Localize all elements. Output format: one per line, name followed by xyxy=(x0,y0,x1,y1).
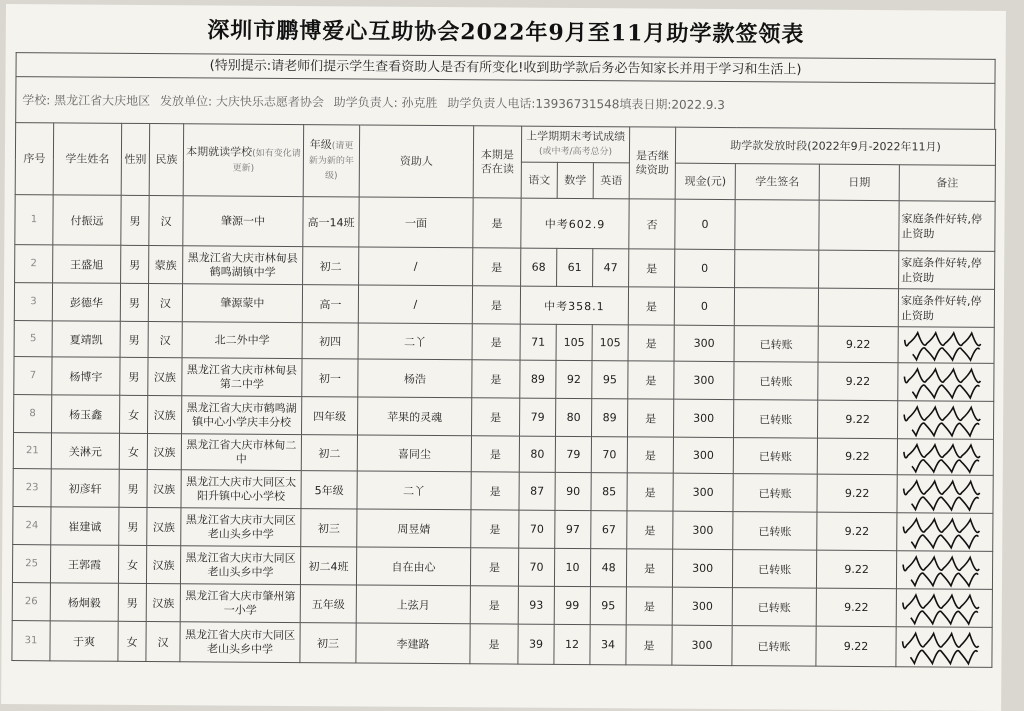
cell-remark: 家庭条件好转,停止资助 xyxy=(899,201,995,252)
cell-english: 105 xyxy=(592,325,628,361)
cell-math: 61 xyxy=(557,248,593,286)
cell-sponsor: 二丫 xyxy=(358,323,472,360)
cell-enrolled: 是 xyxy=(470,624,518,664)
cell-continue: 否 xyxy=(629,199,675,249)
cell-school: 黑龙江省大庆市大同区老山头乡中学 xyxy=(180,622,300,663)
cell-grade: 高一14班 xyxy=(303,197,359,247)
header-exam xyxy=(521,126,629,163)
cell-gender: 男 xyxy=(120,357,148,395)
cell-signature-status xyxy=(735,200,819,251)
cell-ethnicity: 汉族 xyxy=(148,395,182,433)
cell-enrolled: 是 xyxy=(472,286,520,324)
header-sponsor: 资助人 xyxy=(359,125,473,198)
cell-signature-status: 已转账 xyxy=(733,512,817,551)
special-notice: (特别提示:请老师们提示学生查看资助人是否有所变化!收到助学款后务必告知家长并用于学习和生活上) xyxy=(15,52,995,84)
form-title: 深圳市鹏博爱心互助协会2022年9月至11月助学款签领表 xyxy=(207,17,805,48)
cell-school: 黑龙江省大庆市大同区老山头乡中学 xyxy=(181,508,301,547)
cell-date: 9.22 xyxy=(818,326,898,363)
cell-signature-status: 已转账 xyxy=(734,362,818,401)
cell-english: 67 xyxy=(591,511,627,549)
cell-ethnicity: 汉 xyxy=(148,284,182,322)
cell-gender: 男 xyxy=(120,283,148,321)
cell-date: 9.22 xyxy=(818,362,898,401)
cell-cash: 300 xyxy=(673,511,733,549)
cell-name: 初彦轩 xyxy=(51,469,119,507)
cell-remark xyxy=(896,551,992,590)
cell-index: 21 xyxy=(13,433,51,469)
cell-chinese: 68 xyxy=(521,248,557,286)
cell-date xyxy=(819,250,899,289)
cell-gender: 女 xyxy=(118,545,146,583)
cell-date xyxy=(818,288,898,327)
cell-cash: 0 xyxy=(675,199,735,249)
header-continue: 是否继续资助 xyxy=(629,127,676,199)
header-cash: 现金(元) xyxy=(675,163,735,199)
cell-cash: 0 xyxy=(674,287,734,325)
cell-english: 70 xyxy=(591,437,627,473)
cell-gender: 女 xyxy=(118,621,146,661)
cell-cash: 300 xyxy=(672,625,732,665)
cell-enrolled: 是 xyxy=(472,360,520,398)
cell-sponsor: / xyxy=(359,247,473,286)
cell-continue: 是 xyxy=(627,511,673,549)
cell-remark: 家庭条件好转,停止资助 xyxy=(898,289,994,328)
handwritten-signature xyxy=(897,589,993,627)
cell-math: 10 xyxy=(554,548,590,586)
cell-enrolled: 是 xyxy=(473,248,521,286)
handwritten-signature xyxy=(898,439,994,475)
cell-index: 25 xyxy=(12,545,50,583)
cell-chinese: 93 xyxy=(518,586,554,624)
cell-name: 王盛旭 xyxy=(53,245,121,283)
cell-remark xyxy=(898,327,994,364)
cell-cash: 300 xyxy=(674,325,734,361)
cell-grade: 初二4班 xyxy=(300,547,356,585)
cell-name: 杨玉鑫 xyxy=(52,395,120,433)
cell-signature-status: 已转账 xyxy=(732,626,816,667)
cell-sponsor: 自在由心 xyxy=(356,547,470,586)
cell-gender: 男 xyxy=(118,583,146,621)
info-phone-date: 助学负责人电话:13936731548填表日期:2022.9.3 xyxy=(447,96,725,113)
cell-signature-status: 已转账 xyxy=(732,550,816,589)
cell-sponsor: 杨浩 xyxy=(358,359,472,398)
cell-enrolled: 是 xyxy=(471,472,519,510)
cell-ethnicity: 蒙族 xyxy=(149,246,183,284)
cell-ethnicity: 汉族 xyxy=(147,433,181,469)
cell-signature-status xyxy=(735,250,819,289)
header-chinese: 语文 xyxy=(521,162,557,198)
cell-math: 90 xyxy=(555,472,591,510)
handwritten-signature xyxy=(899,327,995,363)
cell-english: 85 xyxy=(591,473,627,511)
cell-signature-status: 已转账 xyxy=(733,438,817,475)
cell-continue: 是 xyxy=(626,587,672,625)
info-school: 学校: 黑龙江省大庆地区 xyxy=(22,93,151,109)
header-exam-note: (或中考/高考总分) xyxy=(538,146,613,158)
cell-exam-total: 中考358.1 xyxy=(520,286,628,325)
form-sheet xyxy=(1,4,1006,711)
cell-continue: 是 xyxy=(627,473,673,511)
info-bar xyxy=(15,76,995,129)
table-row xyxy=(15,195,995,252)
cell-date: 9.22 xyxy=(817,512,897,551)
cell-signature-status: 已转账 xyxy=(732,588,816,627)
cell-grade: 5年级 xyxy=(301,471,357,509)
cell-name: 彭德华 xyxy=(52,283,120,321)
cell-english: 34 xyxy=(590,625,626,665)
cell-cash: 300 xyxy=(673,437,733,473)
cell-remark xyxy=(896,589,992,628)
cell-chinese: 87 xyxy=(519,472,555,510)
cell-name: 付振远 xyxy=(53,195,121,245)
cell-signature-status: 已转账 xyxy=(734,326,818,363)
cell-ethnicity: 汉族 xyxy=(146,583,180,621)
cell-name: 于爽 xyxy=(50,621,118,661)
cell-continue: 是 xyxy=(626,549,672,587)
cell-continue: 是 xyxy=(626,625,672,665)
cell-continue: 是 xyxy=(628,361,674,399)
cell-cash: 300 xyxy=(673,473,733,511)
cell-english: 47 xyxy=(593,249,629,287)
cell-school: 北二外中学 xyxy=(182,322,302,359)
cell-remark xyxy=(897,439,993,476)
cell-enrolled: 是 xyxy=(470,586,518,624)
cell-index: 5 xyxy=(14,321,52,357)
cell-sponsor: 周昱婧 xyxy=(357,509,471,548)
cell-continue: 是 xyxy=(627,437,673,473)
cell-date xyxy=(819,200,899,251)
cell-index: 8 xyxy=(14,395,52,433)
cell-continue: 是 xyxy=(628,287,674,325)
cell-sponsor: / xyxy=(358,285,472,324)
cell-ethnicity: 汉族 xyxy=(147,507,181,545)
header-ethnicity: 民族 xyxy=(149,124,184,196)
cell-grade: 五年级 xyxy=(300,585,356,623)
cell-school: 黑龙江省大庆市大同区老山头乡中学 xyxy=(180,546,300,585)
cell-chinese: 71 xyxy=(520,324,556,360)
cell-enrolled: 是 xyxy=(471,436,519,472)
table-row xyxy=(12,621,992,668)
cell-sponsor: 李建路 xyxy=(356,623,470,664)
header-signature: 学生签名 xyxy=(735,164,819,201)
cell-math: 92 xyxy=(556,360,592,398)
header-gender: 性别 xyxy=(121,123,150,195)
cell-enrolled: 是 xyxy=(471,398,519,436)
header-grade-label: 年级 xyxy=(309,138,332,152)
info-manager: 助学负责人: 孙克胜 xyxy=(333,95,438,111)
cell-chinese: 80 xyxy=(519,436,555,472)
cell-continue: 是 xyxy=(628,325,674,361)
cell-name: 杨博宇 xyxy=(52,357,120,395)
cell-cash: 300 xyxy=(672,549,732,587)
cell-continue: 是 xyxy=(628,399,674,437)
header-name: 学生姓名 xyxy=(53,123,122,195)
cell-remark xyxy=(897,513,993,552)
cell-grade: 初一 xyxy=(302,359,358,397)
cell-gender: 男 xyxy=(119,469,147,507)
cell-index: 1 xyxy=(15,195,53,245)
cell-remark xyxy=(896,627,992,668)
cell-enrolled: 是 xyxy=(470,548,518,586)
cell-ethnicity: 汉族 xyxy=(146,545,180,583)
cell-index: 24 xyxy=(13,507,51,545)
cell-gender: 女 xyxy=(120,395,148,433)
cell-math: 80 xyxy=(555,398,591,436)
cell-school: 肇源蒙中 xyxy=(182,284,302,323)
header-exam-label: 上学期期末考试成绩 xyxy=(526,129,626,144)
cell-gender: 男 xyxy=(121,195,149,245)
table-body xyxy=(12,195,995,668)
cell-remark xyxy=(898,401,994,440)
cell-gender: 女 xyxy=(119,433,147,469)
header-grade-note: (请更新为新的年级) xyxy=(308,141,354,182)
cell-school: 黑龙江省大庆市鹤鸣湖镇中心小学庆丰分校 xyxy=(182,396,302,435)
cell-index: 23 xyxy=(13,469,51,507)
cell-date: 9.22 xyxy=(816,588,896,627)
header-index: 序号 xyxy=(15,123,54,195)
handwritten-signature xyxy=(898,363,994,401)
header-grade xyxy=(303,125,360,197)
cell-name: 夏靖凯 xyxy=(52,321,120,357)
cell-cash: 300 xyxy=(672,587,732,625)
cell-sponsor: 上弦月 xyxy=(356,585,470,624)
cell-name: 崔建诚 xyxy=(51,507,119,545)
cell-signature-status: 已转账 xyxy=(734,400,818,439)
handwritten-signature xyxy=(898,401,994,439)
header-school xyxy=(183,124,303,197)
cell-school: 黑龙江大庆市大同区太阳升镇中心小学校 xyxy=(181,470,301,509)
cell-ethnicity: 汉 xyxy=(149,196,183,246)
cell-remark xyxy=(898,363,994,402)
cell-ethnicity: 汉族 xyxy=(147,469,181,507)
cell-english: 95 xyxy=(592,361,628,399)
cell-cash: 300 xyxy=(674,361,734,399)
handwritten-signature xyxy=(897,475,993,513)
handwritten-signature xyxy=(897,513,993,551)
cell-enrolled: 是 xyxy=(473,198,521,248)
cell-school: 黑龙江省大庆市肇州第一小学 xyxy=(180,584,300,623)
cell-remark: 家庭条件好转,停止资助 xyxy=(899,251,995,290)
cell-gender: 男 xyxy=(120,321,148,357)
cell-english: 95 xyxy=(590,587,626,625)
cell-math: 105 xyxy=(556,324,592,360)
cell-signature-status xyxy=(734,288,818,327)
sign-table xyxy=(11,122,996,668)
cell-date: 9.22 xyxy=(817,438,897,475)
cell-remark xyxy=(897,475,993,514)
cell-gender: 男 xyxy=(119,507,147,545)
cell-gender: 男 xyxy=(121,245,149,283)
cell-index: 26 xyxy=(12,583,50,621)
cell-date: 9.22 xyxy=(816,626,896,667)
cell-school: 黑龙江省大庆市林甸县鹤鸣湖镇中学 xyxy=(183,246,303,285)
cell-sponsor: 苹果的灵魂 xyxy=(357,397,471,436)
cell-math: 79 xyxy=(555,436,591,472)
cell-cash: 0 xyxy=(675,249,735,287)
cell-ethnicity: 汉族 xyxy=(148,358,182,396)
cell-date: 9.22 xyxy=(817,474,897,513)
header-enrolled: 本期是否在读 xyxy=(473,126,522,198)
cell-sponsor: 喜同尘 xyxy=(357,435,471,472)
cell-school: 肇源一中 xyxy=(183,196,303,247)
cell-math: 99 xyxy=(554,586,590,624)
cell-sponsor: 一面 xyxy=(359,197,473,248)
cell-english: 48 xyxy=(590,549,626,587)
cell-chinese: 39 xyxy=(518,624,554,664)
cell-math: 12 xyxy=(554,624,590,664)
cell-grade: 初二 xyxy=(303,247,359,285)
cell-chinese: 70 xyxy=(519,510,555,548)
cell-sponsor: 二丫 xyxy=(357,471,471,510)
cell-ethnicity: 汉 xyxy=(146,621,180,661)
cell-ethnicity: 汉 xyxy=(148,322,182,358)
cell-index: 3 xyxy=(14,283,52,321)
header-english: 英语 xyxy=(593,163,629,199)
cell-grade: 初三 xyxy=(300,623,356,663)
cell-signature-status: 已转账 xyxy=(733,474,817,513)
cell-date: 9.22 xyxy=(816,550,896,589)
cell-exam-total: 中考602.9 xyxy=(521,198,629,249)
handwritten-signature xyxy=(896,627,992,667)
cell-grade: 四年级 xyxy=(302,397,358,435)
cell-school: 黑龙江省大庆市林甸县第二中学 xyxy=(182,358,302,397)
cell-chinese: 79 xyxy=(519,398,555,436)
cell-index: 31 xyxy=(12,621,50,661)
cell-grade: 初二 xyxy=(301,435,357,471)
header-school-label: 本期就读学校 xyxy=(186,144,253,159)
cell-enrolled: 是 xyxy=(471,510,519,548)
info-issuer: 发放单位: 大庆快乐志愿者协会 xyxy=(159,94,324,110)
cell-continue: 是 xyxy=(629,249,675,287)
header-math: 数学 xyxy=(557,162,593,198)
handwritten-signature xyxy=(897,551,993,589)
cell-name: 杨炯毅 xyxy=(50,583,118,621)
cell-name: 王郭霞 xyxy=(50,545,118,583)
cell-chinese: 70 xyxy=(518,548,554,586)
header-school-note: (如有变化请更新) xyxy=(232,148,301,174)
cell-index: 2 xyxy=(15,245,53,283)
cell-enrolled: 是 xyxy=(472,324,520,360)
cell-school: 黑龙江省大庆市林甸二中 xyxy=(181,434,301,471)
cell-english: 89 xyxy=(591,399,627,437)
header-remark: 备注 xyxy=(899,165,995,202)
cell-cash: 300 xyxy=(674,399,734,437)
cell-math: 97 xyxy=(555,510,591,548)
header-payment-period: 助学款发放时段(2022年9月-2022年11月) xyxy=(675,127,995,165)
cell-grade: 初三 xyxy=(301,509,357,547)
cell-index: 7 xyxy=(14,357,52,395)
cell-grade: 初四 xyxy=(302,323,358,359)
cell-grade: 高一 xyxy=(302,285,358,323)
header-date: 日期 xyxy=(819,164,899,201)
cell-chinese: 89 xyxy=(520,360,556,398)
cell-date: 9.22 xyxy=(818,400,898,439)
cell-name: 关淋元 xyxy=(51,433,119,469)
